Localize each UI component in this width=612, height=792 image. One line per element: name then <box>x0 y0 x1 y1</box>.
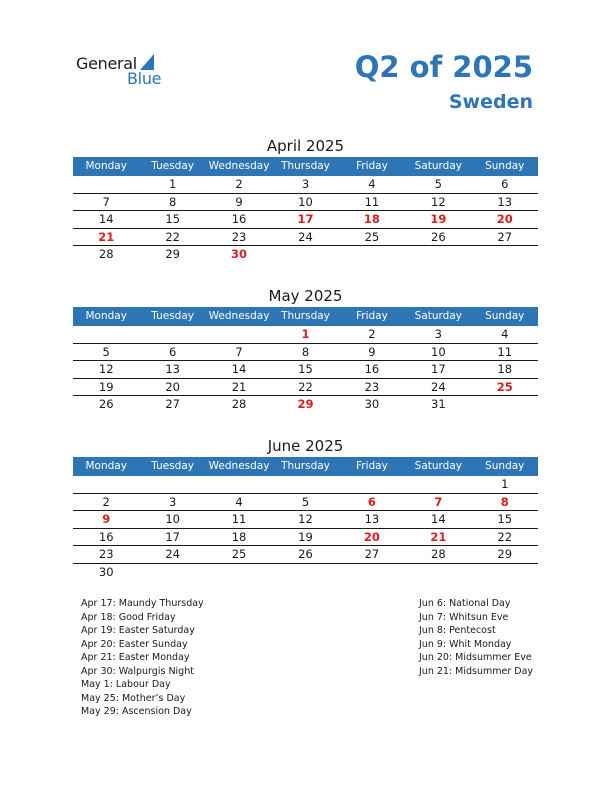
holiday-note: Apr 30: Walpurgis Night <box>81 665 194 677</box>
week-row <box>73 211 538 229</box>
logo <box>76 52 186 88</box>
day-cell <box>272 246 338 263</box>
day-cell: 26 <box>298 547 313 561</box>
week-row <box>73 379 538 397</box>
day-cell: 26 <box>98 397 114 411</box>
day-cell: 30 <box>231 247 248 261</box>
calendar-grid <box>73 307 538 413</box>
holiday-note: Apr 18: Good Friday <box>81 611 176 623</box>
day-cell: 1 <box>501 477 509 491</box>
day-cell <box>272 564 338 581</box>
weekday-label: Saturday <box>414 310 462 322</box>
day-cell <box>73 326 139 343</box>
day-cell: 12 <box>431 194 446 209</box>
day-cell <box>339 246 405 263</box>
holiday-note: Apr 21: Easter Monday <box>81 652 190 663</box>
day-cell: 15 <box>497 512 513 526</box>
week-row <box>73 476 538 494</box>
week-row <box>73 396 538 413</box>
day-cell <box>206 476 272 493</box>
day-cell: 3 <box>301 177 310 191</box>
weekday-label: Wednesday <box>208 160 270 172</box>
day-cell: 10 <box>298 194 313 209</box>
logo-general-text: General <box>76 54 137 73</box>
day-cell: 2 <box>235 177 243 191</box>
day-cell: 14 <box>98 212 114 226</box>
day-cell: 23 <box>98 547 114 561</box>
day-cell: 21 <box>98 229 115 244</box>
day-cell <box>472 564 538 581</box>
month-title: May 2025 <box>268 287 343 305</box>
day-cell: 26 <box>431 229 446 244</box>
day-cell: 9 <box>235 194 243 209</box>
holiday-note: Apr 19: Easter Saturday <box>81 625 195 636</box>
day-cell: 23 <box>231 229 247 244</box>
weekday-label: Tuesday <box>151 310 194 322</box>
day-cell: 7 <box>434 494 443 509</box>
day-cell: 29 <box>297 397 314 411</box>
day-cell: 8 <box>500 494 509 509</box>
day-cell <box>339 476 405 493</box>
day-cell: 10 <box>431 344 446 359</box>
calendar-grid <box>73 157 538 263</box>
holiday-note: May 25: Mother’s Day <box>81 692 186 704</box>
weekday-label: Monday <box>85 160 127 172</box>
day-cell <box>339 564 405 581</box>
day-cell: 9 <box>368 344 376 359</box>
holiday-note: Jun 7: Whitsun Eve <box>419 611 509 623</box>
day-cell: 3 <box>168 494 177 509</box>
week-row <box>73 176 538 194</box>
day-cell: 28 <box>98 247 114 261</box>
quarter-title: Q2 of 2025 <box>354 50 533 84</box>
weekday-label: Sunday <box>485 160 525 172</box>
day-cell <box>206 326 272 343</box>
day-cell: 5 <box>434 177 442 191</box>
week-row <box>73 546 538 564</box>
day-cell: 21 <box>430 529 447 544</box>
day-cell <box>139 326 205 343</box>
day-cell: 27 <box>364 547 380 561</box>
day-cell: 13 <box>165 362 180 376</box>
day-cell: 6 <box>367 494 376 509</box>
day-cell: 2 <box>368 327 376 341</box>
day-cell: 6 <box>501 177 509 191</box>
day-cell: 27 <box>497 229 513 244</box>
week-row <box>73 326 538 344</box>
day-cell <box>472 396 538 413</box>
weekday-label: Sunday <box>485 460 525 472</box>
day-cell: 6 <box>168 344 177 359</box>
day-cell: 5 <box>102 344 110 359</box>
day-cell: 24 <box>431 379 446 394</box>
day-cell: 13 <box>497 194 513 209</box>
day-cell: 25 <box>231 547 247 561</box>
holiday-note: May 29: Ascension Day <box>81 706 192 717</box>
weekday-label: Friday <box>355 460 388 472</box>
weekday-label: Tuesday <box>151 160 194 172</box>
day-cell <box>405 246 471 263</box>
week-row <box>73 361 538 379</box>
day-cell <box>139 564 205 581</box>
day-cell <box>206 564 272 581</box>
day-cell: 20 <box>165 379 180 394</box>
day-cell: 19 <box>430 212 447 226</box>
weekday-label: Thursday <box>281 460 330 472</box>
week-row <box>73 229 538 247</box>
weekday-header <box>73 457 538 476</box>
day-cell: 28 <box>231 397 247 411</box>
day-cell: 13 <box>364 512 380 526</box>
weekday-label: Thursday <box>281 310 330 322</box>
week-row <box>73 344 538 362</box>
day-cell: 30 <box>98 564 114 579</box>
month-title: April 2025 <box>266 137 345 155</box>
day-cell: 23 <box>364 379 380 394</box>
day-cell: 11 <box>231 512 247 526</box>
day-cell: 8 <box>301 344 310 359</box>
day-cell: 25 <box>496 379 513 394</box>
month-may <box>73 285 538 413</box>
day-cell: 3 <box>434 327 442 341</box>
weekday-label: Sunday <box>485 310 525 322</box>
day-cell: 11 <box>364 194 380 209</box>
day-cell: 16 <box>98 529 114 544</box>
day-cell: 16 <box>231 212 247 226</box>
week-row <box>73 511 538 529</box>
day-cell: 11 <box>497 344 513 359</box>
logo-blue-text: Blue <box>127 69 162 88</box>
day-cell: 4 <box>368 177 376 191</box>
day-cell: 18 <box>497 362 513 376</box>
holiday-note: Jun 8: Pentecost <box>419 625 496 636</box>
holiday-note: Apr 20: Easter Sunday <box>81 638 188 650</box>
day-cell: 18 <box>363 212 380 226</box>
weekday-label: Wednesday <box>208 310 270 322</box>
day-cell: 17 <box>165 529 180 544</box>
holiday-notes-left <box>81 597 204 719</box>
logo-flag-icon <box>140 54 154 70</box>
day-cell: 5 <box>301 494 310 509</box>
month-june <box>73 435 538 580</box>
day-cell: 20 <box>363 529 380 544</box>
day-cell: 15 <box>165 212 180 226</box>
weekday-label: Tuesday <box>151 460 194 472</box>
day-cell: 30 <box>364 397 380 411</box>
weekday-header <box>73 307 538 326</box>
day-cell: 20 <box>496 212 513 226</box>
day-cell: 21 <box>231 379 247 394</box>
weekday-label: Friday <box>355 310 388 322</box>
day-cell: 10 <box>165 512 180 526</box>
day-cell: 19 <box>98 379 114 394</box>
day-cell <box>272 476 338 493</box>
day-cell <box>139 476 205 493</box>
weekday-header <box>73 157 538 176</box>
day-cell: 14 <box>431 512 446 526</box>
day-cell: 22 <box>497 529 513 544</box>
weekday-label: Friday <box>355 160 388 172</box>
holiday-note: Jun 21: Midsummer Day <box>419 665 534 677</box>
holiday-notes-right <box>419 597 533 678</box>
day-cell: 28 <box>431 547 446 561</box>
day-cell: 9 <box>102 512 111 526</box>
day-cell: 2 <box>102 494 110 509</box>
holiday-note: Jun 6: National Day <box>419 598 511 609</box>
day-cell <box>405 564 471 581</box>
day-cell: 29 <box>497 547 513 561</box>
day-cell: 24 <box>165 547 180 561</box>
day-cell: 22 <box>165 229 180 244</box>
day-cell: 18 <box>231 529 247 544</box>
week-row <box>73 529 538 547</box>
weekday-label: Thursday <box>281 160 330 172</box>
day-cell: 29 <box>165 247 180 261</box>
week-row <box>73 564 538 581</box>
country-title: Sweden <box>448 91 533 113</box>
weekday-label: Wednesday <box>208 460 270 472</box>
day-cell: 12 <box>298 512 313 526</box>
day-cell <box>472 246 538 263</box>
weekday-label: Monday <box>85 310 127 322</box>
day-cell: 17 <box>297 212 314 226</box>
weekday-label: Monday <box>85 460 127 472</box>
day-cell: 17 <box>431 362 446 376</box>
day-cell: 4 <box>235 494 243 509</box>
day-cell <box>73 176 139 193</box>
weekday-label: Saturday <box>414 160 462 172</box>
holiday-note: Jun 20: Midsummer Eve <box>419 652 532 663</box>
day-cell: 12 <box>98 362 114 376</box>
day-cell: 4 <box>501 327 509 341</box>
calendar-grid <box>73 457 538 580</box>
week-row <box>73 246 538 263</box>
day-cell: 7 <box>235 344 243 359</box>
day-cell: 16 <box>364 362 380 376</box>
day-cell: 19 <box>298 529 313 544</box>
day-cell: 31 <box>431 397 446 411</box>
holiday-note: Apr 17: Maundy Thursday <box>81 598 204 609</box>
day-cell <box>73 476 139 493</box>
day-cell <box>405 476 471 493</box>
day-cell: 7 <box>102 194 110 209</box>
weekday-label: Saturday <box>414 460 462 472</box>
day-cell: 15 <box>298 362 313 376</box>
week-row <box>73 194 538 212</box>
day-cell: 25 <box>364 229 380 244</box>
month-april <box>73 135 538 263</box>
day-cell: 1 <box>168 177 177 191</box>
day-cell: 1 <box>301 327 310 341</box>
day-cell: 8 <box>168 194 177 209</box>
holiday-note: May 1: Labour Day <box>81 679 171 690</box>
day-cell: 27 <box>165 397 180 411</box>
month-title: June 2025 <box>267 437 344 455</box>
week-row <box>73 494 538 512</box>
day-cell: 22 <box>298 379 313 394</box>
day-cell: 24 <box>298 229 313 244</box>
holiday-note: Jun 9: Whit Monday <box>419 638 512 650</box>
day-cell: 14 <box>231 362 247 376</box>
